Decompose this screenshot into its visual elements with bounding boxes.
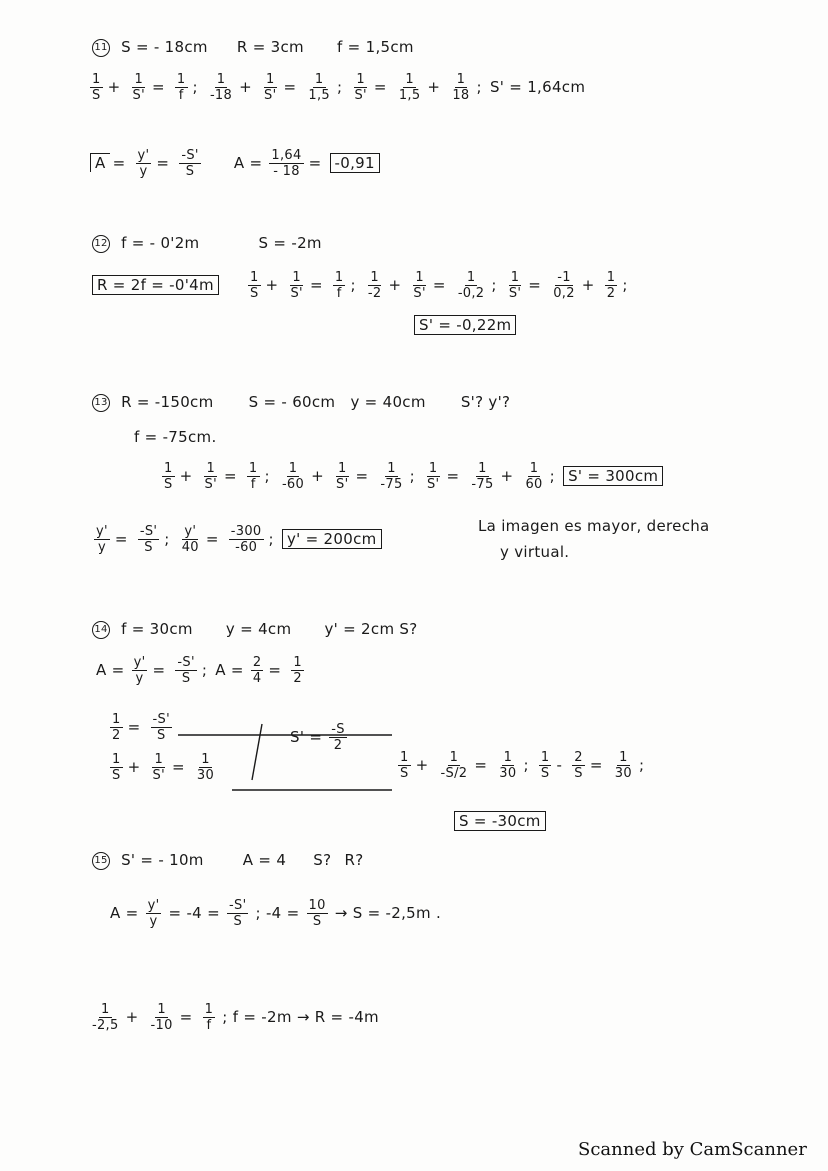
result: -0,91 (330, 153, 380, 173)
problem-number: 11 (92, 39, 110, 57)
problem-13-focal: f = -75cm. (134, 428, 217, 446)
result: S' = 300cm (563, 466, 663, 486)
problem-11-lens-equation: $\frac{1}{S}$ + $\frac{1}{S'}$ = $\frac{1}{f}$ ; $\frac{1}{-18}$ + $\frac{1}{S'}$ = $\frac{1}{1,5}$ ; $\frac{1}{S'}$ = $\frac{1}{1,5}$ + $\frac{1}{18}$ ; S' = 1,64cm (92, 72, 586, 103)
given-s: S = - 18cm (121, 38, 208, 56)
problem-13-lens-equation: $\frac{1}{S}$ + $\frac{1}{S'}$ = $\frac{1}{f}$ ; $\frac{1}{-60}$ + $\frac{1}{S'}$ = $\frac{1}{-75}$ ; $\frac{1}{S'}$ = $\frac{1}{-75}$ + $\frac{1}{60}$ ; S' = 300cm (160, 461, 663, 492)
problem-12-calc: R = 2f = -0'4m $\frac{1}{S}$ + $\frac{1}{S'}$ = $\frac{1}{f}$ ; $\frac{1}{-2}$ + $\frac{1}{S'}$ = $\frac{1}{-0,2}$ ; $\frac{1}{S'}$ = $\frac{-1}{0,2}$ + $\frac{1}{2}$ ; (92, 270, 631, 301)
problem-13-height: $\frac{y'}{y}$ = $\frac{-S'}{S}$ ; $\frac{y'}{40}$ = $\frac{-300}{-60}$ ; y' = 200cm (92, 524, 382, 555)
result: y' = 200cm (282, 529, 382, 549)
problem-number: 13 (92, 394, 110, 412)
problem-13-note: La imagen es mayor, derecha (478, 517, 710, 535)
problem-14-magnification: A = $\frac{y'}{y}$ = $\frac{-S'}{S}$ ; A = $\frac{2}{4}$ = $\frac{1}{2}$ (96, 655, 302, 686)
problem-14-s-prime: S' = $\frac{-S}{2}$ (290, 722, 345, 753)
problem-14-given: 14 f = 30cm y = 4cm y' = 2cm S? (92, 620, 418, 639)
result: S = -30cm (454, 811, 546, 831)
problem-12-given: 12 f = - 0'2m S = -2m (92, 234, 322, 253)
problem-14-system-1: $\frac{1}{2}$ = $\frac{-S'}{S}$ (112, 712, 170, 743)
problem-number: 14 (92, 621, 110, 639)
result: S' = 1,64cm (489, 78, 586, 96)
problem-13-given: 13 R = -150cm S = - 60cm y = 40cm S'? y'? (92, 393, 510, 412)
problem-11-magnification: A = $\frac{y'}{y}$ = $\frac{-S'}{S}$ A = $\frac{1,64}{- 18}$ = -0,91 (90, 148, 380, 179)
problem-14-system-2: $\frac{1}{S}$ + $\frac{1}{S'}$ = $\frac{1}{30}$ (112, 752, 215, 783)
given-f: f = 1,5cm (337, 38, 414, 56)
result: S' = -0,22m (414, 315, 516, 335)
problem-15-magnification: A = $\frac{y'}{y}$ = -4 = $\frac{-S'}{S}$ ; -4 = $\frac{10}{S}$ → S = -2,5m . (110, 898, 442, 929)
problem-13-note-2: y virtual. (500, 543, 570, 561)
result: R = 2f = -0'4m (92, 275, 219, 295)
problem-number: 15 (92, 852, 110, 870)
given-r: R = 3cm (236, 38, 304, 56)
result: ; f = -2m → R = -4m (222, 1008, 379, 1026)
problem-15-given: 15 S' = - 10m A = 4 S? R? (92, 851, 363, 870)
problem-14-solve: $\frac{1}{S}$ + $\frac{1}{-S/2}$ = $\frac{1}{30}$ ; $\frac{1}{S}$ - $\frac{2}{S}$ = $\frac{1}{30}$ ; (400, 750, 645, 781)
scanner-watermark: Scanned by CamScanner (578, 1139, 807, 1160)
problem-number: 12 (92, 235, 110, 253)
problem-15-lens: $\frac{1}{-2,5}$ + $\frac{1}{-10}$ = $\frac{1}{f}$ ; f = -2m → R = -4m (92, 1002, 379, 1033)
